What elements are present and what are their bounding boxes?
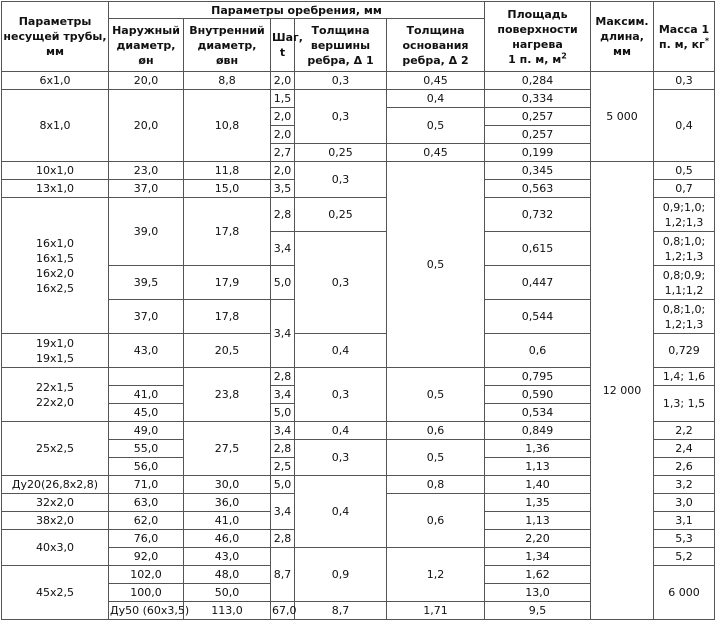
- header-area-label: Площадь поверхности нагрева: [497, 7, 578, 51]
- cell-area: 0,849: [485, 422, 591, 440]
- cell-mass: 0,7: [654, 180, 715, 198]
- pipe-16-d: 16х2,5: [35, 281, 74, 295]
- cell-base: 0,8: [387, 476, 485, 494]
- cell-area: 0,615: [485, 232, 591, 266]
- cell-area: 0,563: [485, 180, 591, 198]
- cell-base: 0,4: [387, 90, 485, 108]
- cell-top: 0,3: [295, 440, 387, 476]
- table-row: [2, 72, 715, 90]
- cell-area: 1,62: [485, 566, 591, 584]
- cell-step: 5,0: [271, 266, 295, 300]
- cell-base: 0,6: [485, 334, 591, 368]
- cell-outer: 63,0: [109, 494, 184, 512]
- cell-step: 2,0: [271, 162, 295, 180]
- cell-step: 2,8: [271, 440, 295, 458]
- cell-outer: 56,0: [109, 458, 184, 476]
- cell-base: 0,6: [387, 494, 485, 548]
- specification-table: [1, 1, 715, 620]
- cell-step: 3,4: [271, 422, 295, 440]
- cell-area: 0,544: [485, 300, 591, 334]
- header-mass: [654, 2, 715, 72]
- header-max-length: Максим. длина, мм: [591, 2, 654, 72]
- pipe-16-a: 16х1,0: [35, 236, 74, 250]
- cell-base: 0,6: [387, 422, 485, 440]
- cell-mass: 5,2: [654, 548, 715, 566]
- cell-inner: 23,8: [184, 368, 271, 422]
- cell-step: 13,0: [485, 584, 591, 602]
- cell-top: 0,3: [295, 90, 387, 144]
- cell-inner: 17,8: [184, 300, 271, 334]
- cell-step: 8,7: [271, 548, 295, 602]
- cell-inner: 67,0: [271, 602, 295, 620]
- cell-mass: 2,6: [654, 458, 715, 476]
- cell-top: 0,4: [295, 334, 387, 368]
- cell-step: 2,0: [271, 108, 295, 126]
- cell-outer: 20,0: [109, 90, 184, 162]
- cell-mass: 0,3: [654, 72, 715, 90]
- cell-step: 1,5: [271, 90, 295, 108]
- cell-area: 0,795: [485, 368, 591, 386]
- cell-outer: 71,0: [109, 476, 184, 494]
- header-base-thickness: Толщина основания ребра, Δ 2: [387, 19, 485, 72]
- cell-area: 0,534: [485, 404, 591, 422]
- cell-inner: 46,0: [184, 530, 271, 548]
- cell-area: 1,34: [485, 548, 591, 566]
- cell-step: 5,0: [271, 404, 295, 422]
- cell-inner: 41,0: [184, 512, 271, 530]
- cell-mass: 3,2: [654, 476, 715, 494]
- cell-inner: 17,8: [184, 198, 271, 266]
- cell-top: 0,4: [295, 476, 387, 548]
- cell-pipe-group-16: [2, 198, 109, 334]
- cell-pipe: 13х1,0: [2, 180, 109, 198]
- cell-outer: 37,0: [109, 180, 184, 198]
- cell-base: 0,5: [387, 162, 485, 368]
- pipe-16-c: 16х2,0: [35, 266, 74, 280]
- cell-top: 0,3: [295, 72, 387, 90]
- cell-area: 1,40: [485, 476, 591, 494]
- cell-pipe: 6х1,0: [2, 72, 109, 90]
- cell-pipe: 38х2,0: [2, 512, 109, 530]
- cell-base: 0,45: [387, 72, 485, 90]
- cell-step: 8,7: [295, 602, 387, 620]
- cell-pipe: 8х1,0: [2, 90, 109, 162]
- cell-step: 3,4: [271, 232, 295, 266]
- pipe-22-a: 22х1,5: [35, 380, 74, 394]
- cell-pipe-group-22: [2, 368, 109, 422]
- cell-inner: 50,0: [184, 584, 271, 602]
- cell-outer: 41,0: [109, 386, 184, 404]
- cell-base: 0,5: [387, 368, 485, 422]
- cell-mass: 2,4: [654, 440, 715, 458]
- cell-max-length: 5 000: [591, 72, 654, 162]
- cell-pipe: 10х1,0: [2, 162, 109, 180]
- cell-inner: 27,5: [184, 422, 271, 476]
- cell-inner: 10,8: [184, 90, 271, 162]
- header-outer-diameter: Наружный диаметр, øн: [109, 19, 184, 72]
- cell-area: 0,590: [485, 386, 591, 404]
- cell-mass: 5,3: [654, 530, 715, 548]
- cell-max-length: 6 000: [654, 566, 715, 620]
- cell-mass: 0,9;1,0; 1,2;1,3: [654, 198, 715, 232]
- cell-mass: 0,8;1,0; 1,2;1,3: [654, 232, 715, 266]
- cell-area: 0,284: [485, 72, 591, 90]
- cell-top: 0,9: [295, 548, 387, 602]
- cell-top: 0,3: [295, 162, 387, 198]
- cell-pipe: 32х2,0: [2, 494, 109, 512]
- cell-pipe: 40х3,0: [2, 530, 109, 566]
- header-top-thickness: Толщина вершины ребра, Δ 1: [295, 19, 387, 72]
- cell-base: 1,2: [387, 548, 485, 602]
- cell-area: 0,447: [485, 266, 591, 300]
- cell-area: 0,257: [485, 126, 591, 144]
- cell-area: 1,13: [485, 512, 591, 530]
- header-pipe: Параметры несущей трубы, мм: [2, 2, 109, 72]
- cell-mass: 0,4: [654, 90, 715, 162]
- cell-mass: 0,8;0,9; 1,1;1,2: [654, 266, 715, 300]
- cell-outer: 55,0: [109, 440, 184, 458]
- pipe-19-a: 19х1,0: [35, 336, 74, 350]
- cell-inner: 11,8: [184, 162, 271, 180]
- cell-outer: 76,0: [109, 530, 184, 548]
- header-mass-sup: *: [704, 35, 709, 45]
- cell-step: 2,7: [271, 144, 295, 162]
- pipe-19-b: 19х1,5: [35, 351, 74, 365]
- cell-top: 0,3: [295, 232, 387, 334]
- cell-inner: 43,0: [184, 548, 271, 566]
- header-area: [485, 2, 591, 72]
- cell-base: 0,5: [387, 108, 485, 144]
- cell-top: 0,4: [295, 422, 387, 440]
- cell-step: 2,0: [271, 126, 295, 144]
- cell-area: 0,732: [485, 198, 591, 232]
- cell-outer: 62,0: [109, 512, 184, 530]
- cell-outer: 23,0: [109, 162, 184, 180]
- header-inner-diameter: Внутренний диаметр, øвн: [184, 19, 271, 72]
- header-area-sup: 2: [561, 50, 567, 60]
- cell-step: 3,5: [271, 180, 295, 198]
- cell-area: 1,71: [387, 602, 485, 620]
- cell-outer: 49,0: [109, 422, 184, 440]
- cell-mass: 3,1: [654, 512, 715, 530]
- cell-area: 1,13: [485, 458, 591, 476]
- cell-step: 3,4: [271, 494, 295, 530]
- cell-outer: 92,0: [109, 548, 184, 566]
- cell-inner: 30,0: [184, 476, 271, 494]
- pipe-22-b: 22х2,0: [35, 395, 74, 409]
- cell-step: 2,8: [271, 368, 295, 386]
- cell-outer: 43,0: [109, 334, 184, 368]
- cell-mass: 0,5: [654, 162, 715, 180]
- cell-mass: 0,8;1,0; 1,2;1,3: [654, 300, 715, 334]
- cell-top: 0,25: [295, 144, 387, 162]
- cell-inner: 48,0: [184, 566, 271, 584]
- cell-step: 3,4: [271, 386, 295, 404]
- header-fin-group: Параметры оребрения, мм: [109, 2, 485, 19]
- cell-area: 2,20: [485, 530, 591, 548]
- cell-step: 2,0: [271, 72, 295, 90]
- cell-inner: 17,9: [184, 266, 271, 300]
- cell-base: 0,5: [387, 440, 485, 476]
- cell-pipe: Ду50 (60х3,5): [109, 602, 184, 620]
- cell-inner: 15,0: [184, 180, 271, 198]
- cell-pipe: Ду20(26,8х2,8): [2, 476, 109, 494]
- cell-inner: 8,8: [184, 72, 271, 90]
- cell-max-length: 12 000: [591, 162, 654, 620]
- cell-step: 2,8: [271, 530, 295, 548]
- cell-mass: 3,0: [654, 494, 715, 512]
- cell-area: 0,345: [485, 162, 591, 180]
- cell-pipe: 45х2,5: [2, 566, 109, 620]
- cell-top: 0,25: [295, 198, 387, 232]
- cell-step: 5,0: [271, 476, 295, 494]
- cell-step: 2,8: [271, 198, 295, 232]
- cell-outer: [109, 368, 184, 386]
- cell-mass: 2,2: [654, 422, 715, 440]
- cell-outer: 39,5: [109, 266, 184, 300]
- cell-outer: 45,0: [109, 404, 184, 422]
- cell-step: 3,4: [271, 300, 295, 368]
- header-step: Шаг, t: [271, 19, 295, 72]
- cell-area: 0,199: [485, 144, 591, 162]
- header-mass-label: Масса 1 п. м, кг: [658, 22, 710, 51]
- cell-area: 0,334: [485, 90, 591, 108]
- cell-top: 0,3: [295, 368, 387, 422]
- cell-outer: 113,0: [184, 602, 271, 620]
- cell-pipe-group-19: [2, 334, 109, 368]
- cell-area: 1,36: [485, 440, 591, 458]
- table-row: [2, 162, 715, 180]
- cell-outer: 20,0: [109, 72, 184, 90]
- cell-mass: 1,3; 1,5: [654, 386, 715, 422]
- cell-pipe: 25х2,5: [2, 422, 109, 476]
- cell-outer: 37,0: [109, 300, 184, 334]
- cell-area: 0,729: [654, 334, 715, 368]
- cell-mass: 1,4; 1,6: [654, 368, 715, 386]
- cell-mass: 9,5: [485, 602, 591, 620]
- cell-inner: 36,0: [184, 494, 271, 512]
- cell-area: 0,257: [485, 108, 591, 126]
- cell-area: 1,35: [485, 494, 591, 512]
- cell-outer: 39,0: [109, 198, 184, 266]
- cell-outer: 100,0: [109, 584, 184, 602]
- pipe-16-b: 16х1,5: [35, 251, 74, 265]
- cell-outer: 102,0: [109, 566, 184, 584]
- cell-inner: 20,5: [184, 334, 271, 368]
- header-area-unit: 1 п. м, м: [508, 52, 562, 66]
- cell-base: 0,45: [387, 144, 485, 162]
- cell-step: 2,5: [271, 458, 295, 476]
